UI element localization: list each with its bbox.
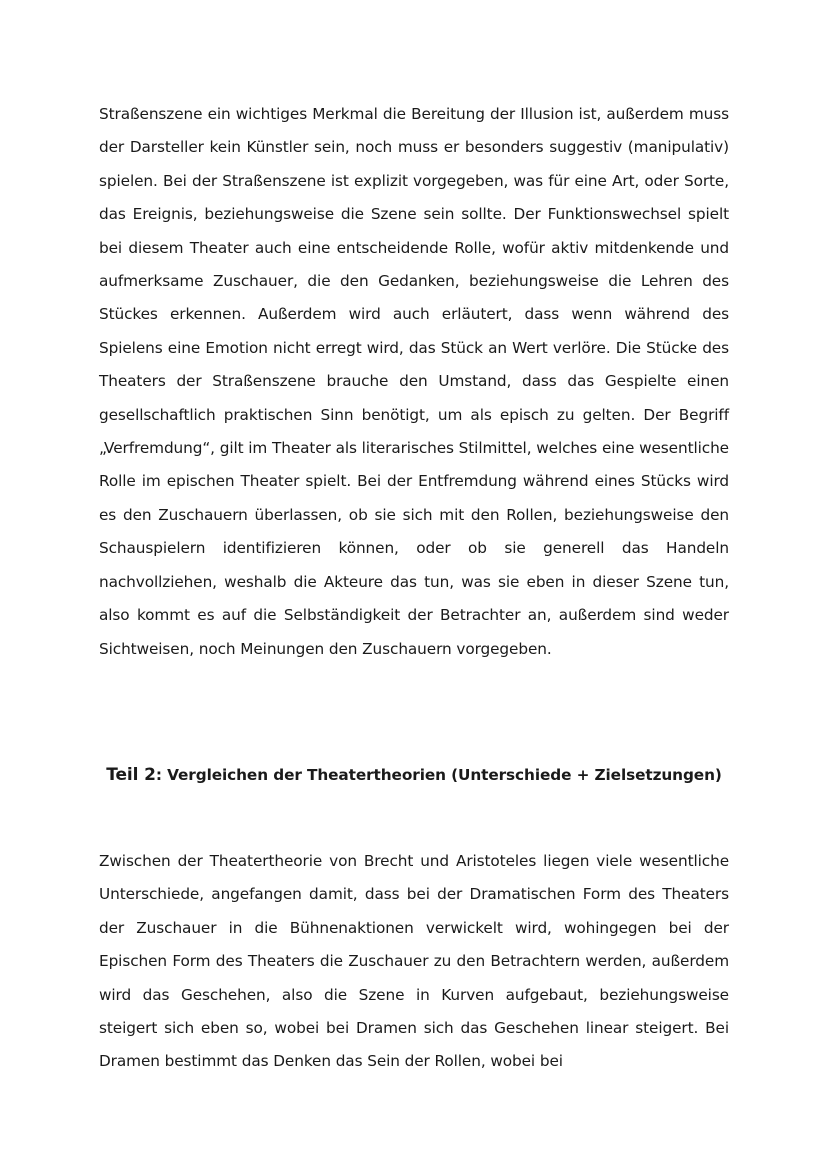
- section-heading-label: Teil 2: [106, 765, 156, 785]
- body-paragraph-1: Straßenszene ein wichtiges Merkmal die Bereitung der Illusion ist, außerdem muss der Darsteller kein Künstler sein, noch muss er besonders suggestiv (manipulativ) spielen. Bei der Straßenszene ist explizit vorgegeben, was für eine Art, oder Sorte, das Ereignis, beziehungsweise die Szene sein sollte. Der Funktionswechsel spielt bei diesem Theater auch eine entscheidende Rolle, wofür aktiv mitdenkende und aufmerksame Zuschauer, die den Gedanken, beziehungsweise die Lehren des Stückes erkennen. Außerdem wird auch erläutert, dass wenn während des Spielens eine Emotion nicht erregt wird, das Stück an Wert verlöre. Die Stücke des Theaters der Straßenszene brauche den Umstand, dass das Gespielte einen gesellschaftlich praktischen Sinn benötigt, um als episch zu gelten. Der Begriff „Verfremdung“, gilt im Theater als literarisches Stilmittel, welches eine wesentliche Rolle im epischen Theater spielt. Bei der Entfremdung während eines Stücks wird es den Zuschauern überlassen, ob sie sich mit den Rollen, beziehungsweise den Schauspielern identifizieren können, oder ob sie generell das Handeln nachvollziehen, weshalb die Akteure das tun, was sie eben in dieser Szene tun, also kommt es auf die Selbständigkeit der Betrachter an, außerdem sind weder Sichtweisen, noch Meinungen den Zuschauern vorgegeben.: [99, 105, 729, 658]
- section-heading: [0, 760, 828, 790]
- body-paragraph-2: Zwischen der Theatertheorie von Brecht und Aristoteles liegen viele wesentliche Unterschiede, angefangen damit, dass bei der Dramatischen Form des Theaters der Zuschauer in die Bühnenaktionen verwickelt wird, wohingegen bei der Epischen Form des Theaters die Zuschauer zu den Betrachtern werden, außerdem wird das Geschehen, also die Szene in Kurven aufgebaut, beziehungsweise steigert sich eben so, wobei bei Dramen sich das Geschehen linear steigert. Bei Dramen bestimmt das Denken das Sein der Rollen, wobei bei: [99, 852, 729, 1071]
- section-heading-text: : Vergleichen der Theatertheorien (Unterschiede + Zielsetzungen): [155, 766, 722, 784]
